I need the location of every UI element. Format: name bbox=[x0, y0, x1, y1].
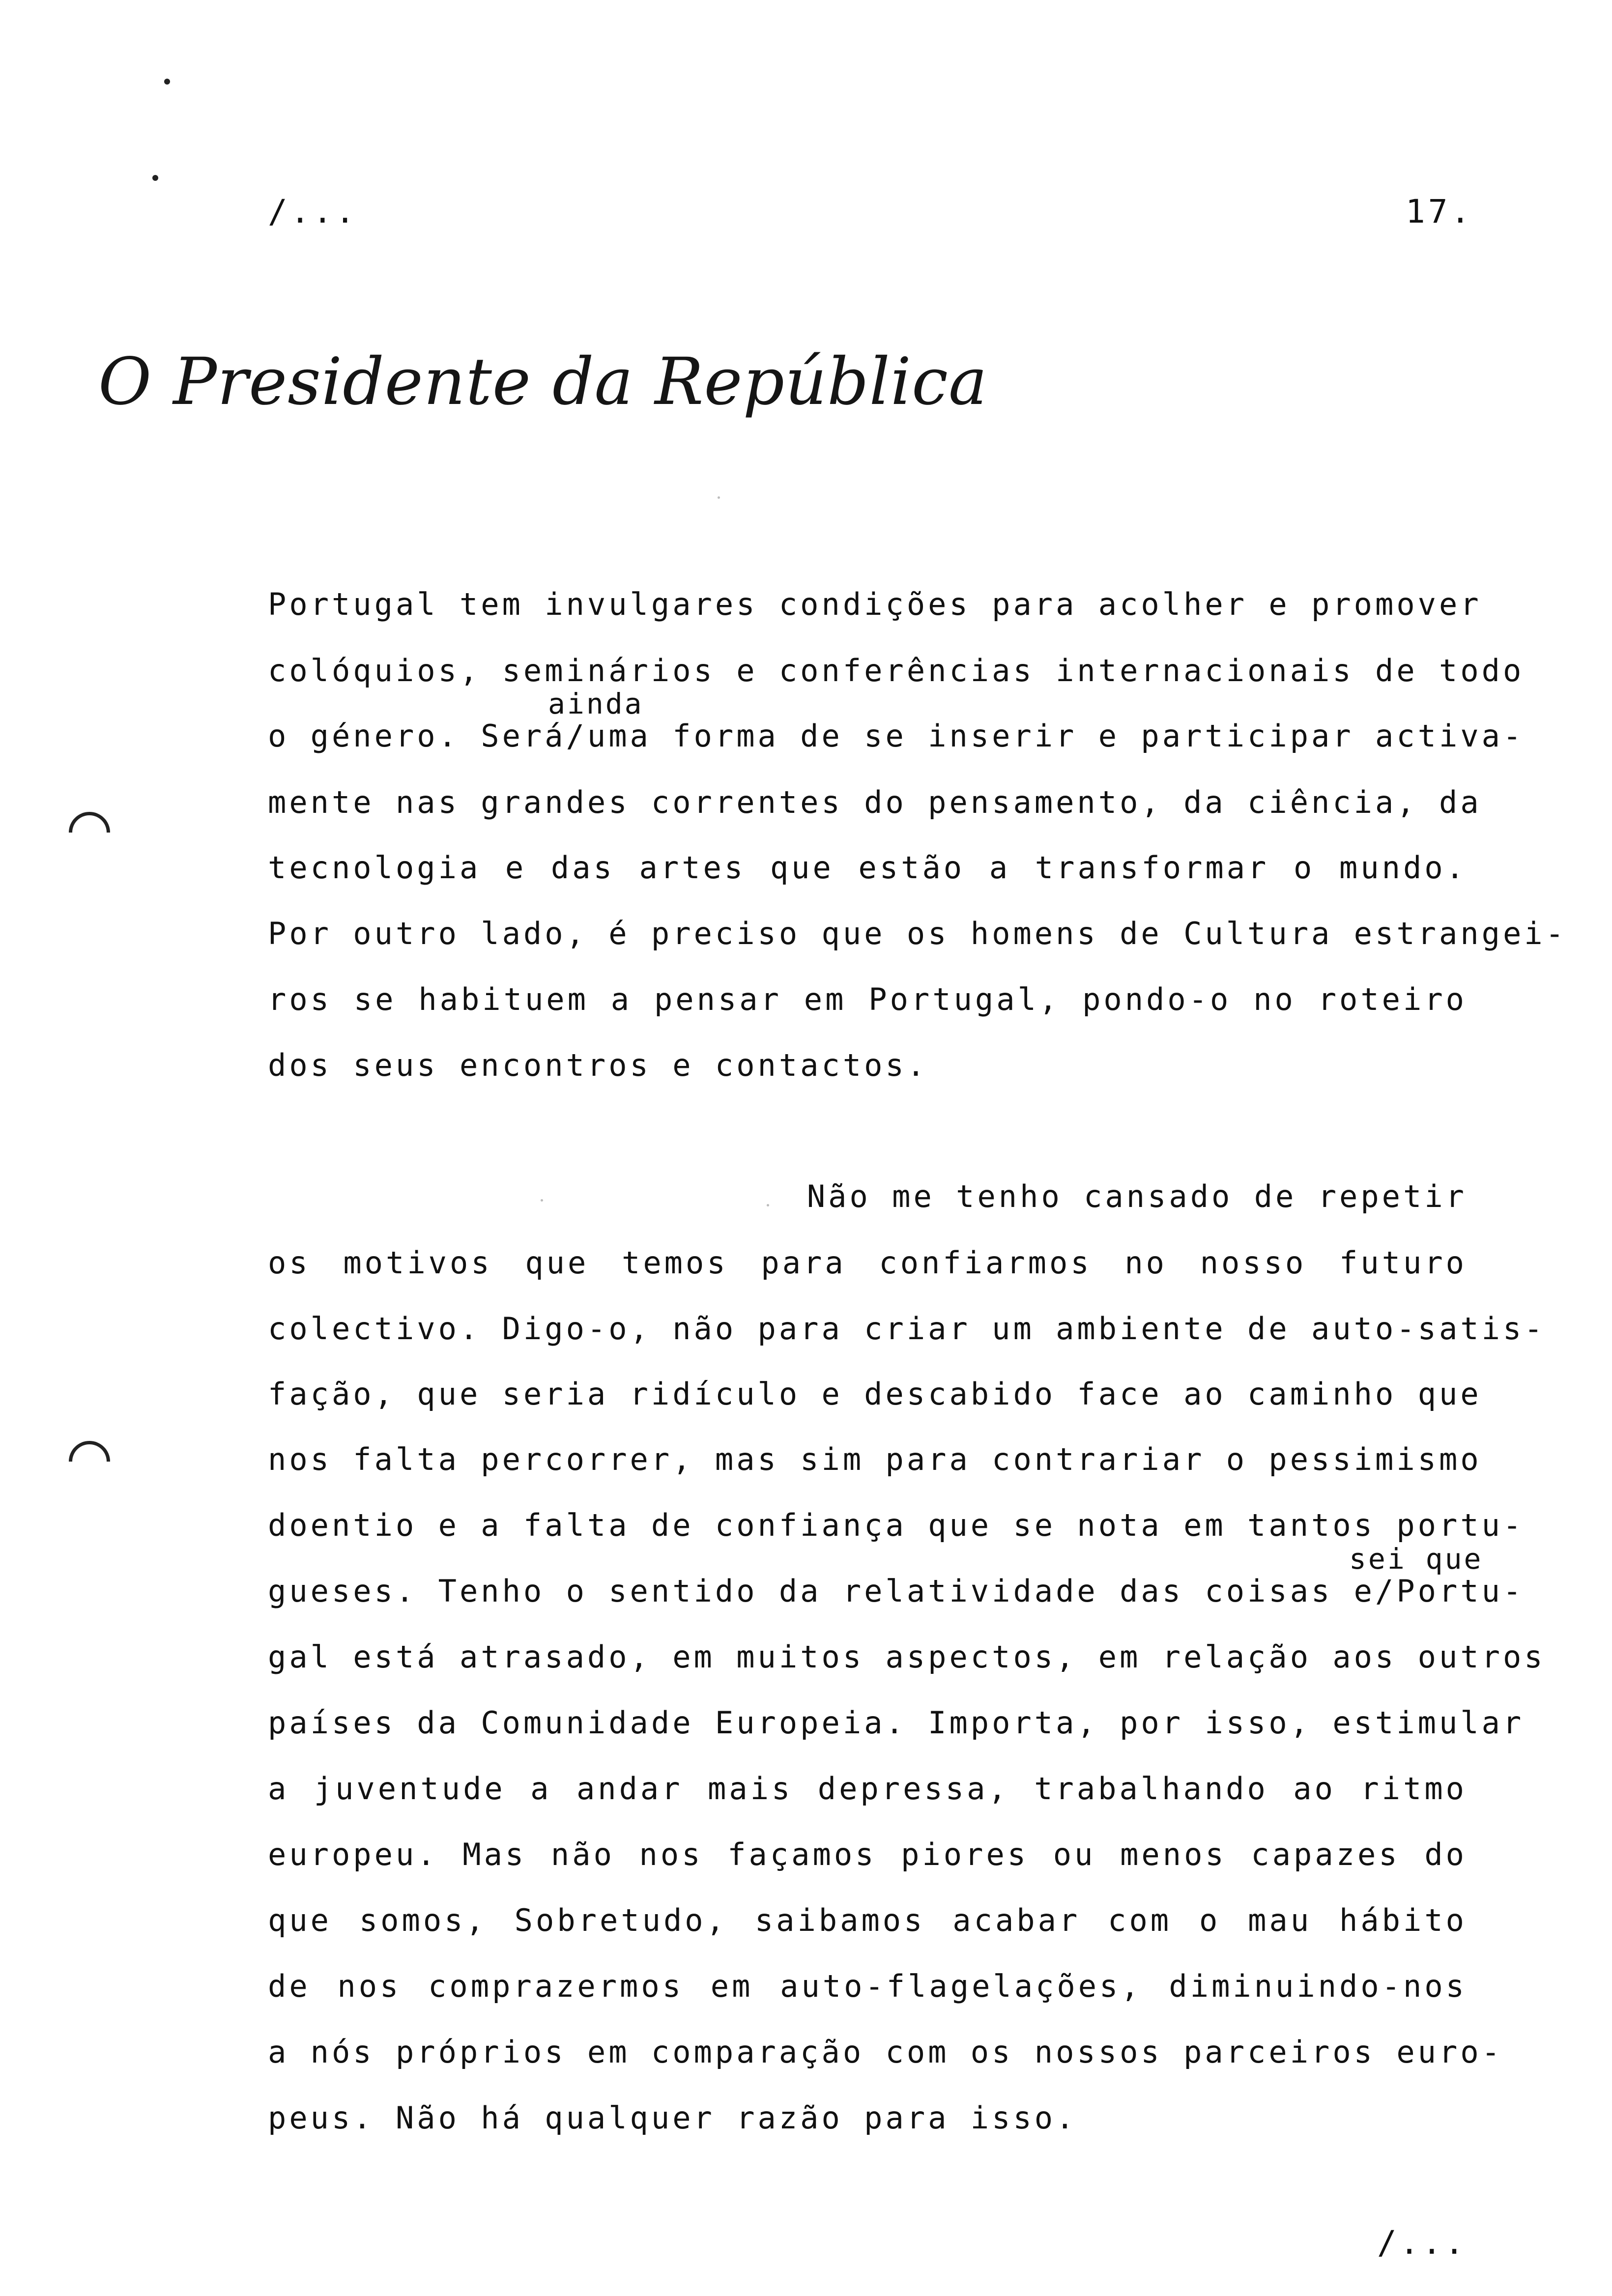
text-line: o género. Será/uma forma de se inserir e participar activa- bbox=[268, 718, 1525, 754]
text-line: de nos comprazermos em auto-flagelações, diminuindo-nos bbox=[268, 1968, 1467, 2004]
text-line: gueses. Tenho o sentido da relatividade das coisas e/Portu- bbox=[268, 1573, 1525, 1609]
text-line: a juventude a andar mais depressa, trabalhando ao ritmo bbox=[268, 1771, 1467, 1807]
footer-continuation-mark: /... bbox=[1377, 2224, 1467, 2262]
stray-dot bbox=[152, 175, 158, 181]
text-line: Por outro lado, é preciso que os homens de Cultura estrangei- bbox=[268, 916, 1567, 951]
text-line: os motivos que temos para confiarmos no nosso futuro bbox=[268, 1245, 1467, 1281]
text-line: europeu. Mas não nos façamos piores ou menos capazes do bbox=[268, 1837, 1467, 1872]
header-continuation-mark: /... bbox=[268, 193, 358, 230]
binder-hole-mark bbox=[60, 804, 119, 862]
text-line: colóquios, seminários e conferências internacionais de todo bbox=[268, 653, 1525, 689]
text-line: doentio e a falta de confiança que se nota em tantos portu- bbox=[268, 1507, 1525, 1543]
text-line: Não me tenho cansado de repetir bbox=[806, 1178, 1467, 1214]
text-line: que somos, Sobretudo, saibamos acabar com o mau hábito bbox=[268, 1902, 1467, 1938]
binder-hole-mark bbox=[60, 1433, 119, 1491]
text-line: nos falta percorrer, mas sim para contrariar o pessimismo bbox=[268, 1441, 1482, 1477]
text-line: dos seus encontros e contactos. bbox=[268, 1047, 928, 1083]
stray-dot bbox=[164, 79, 170, 85]
letterhead: O Presidente da República bbox=[98, 344, 988, 420]
text-line: mente nas grandes correntes do pensamento, da ciência, da bbox=[268, 784, 1482, 820]
page-number: 17. bbox=[1406, 193, 1473, 230]
text-line: colectivo. Digo-o, não para criar um ambiente de auto-satis- bbox=[268, 1311, 1546, 1347]
handwritten-insertion: sei que bbox=[1349, 1542, 1483, 1576]
handwritten-insertion: ainda bbox=[548, 687, 644, 720]
text-line: a nós próprios em comparação com os nossos parceiros euro- bbox=[268, 2034, 1503, 2070]
scan-speck bbox=[541, 1199, 543, 1202]
text-line: tecnologia e das artes que estão a transformar o mundo. bbox=[268, 850, 1467, 886]
text-line: ros se habituem a pensar em Portugal, pondo-o no roteiro bbox=[268, 981, 1467, 1017]
text-line: peus. Não há qualquer razão para isso. bbox=[268, 2100, 1077, 2136]
text-line: Portugal tem invulgares condições para acolher e promover bbox=[268, 586, 1482, 622]
text-line: fação, que seria ridículo e descabido face ao caminho que bbox=[268, 1376, 1482, 1412]
text-line: países da Comunidade Europeia. Importa, por isso, estimular bbox=[268, 1705, 1525, 1741]
scan-speck bbox=[718, 496, 720, 499]
scan-speck bbox=[767, 1204, 769, 1206]
text-line: gal está atrasado, em muitos aspectos, em relação aos outros bbox=[268, 1639, 1546, 1675]
